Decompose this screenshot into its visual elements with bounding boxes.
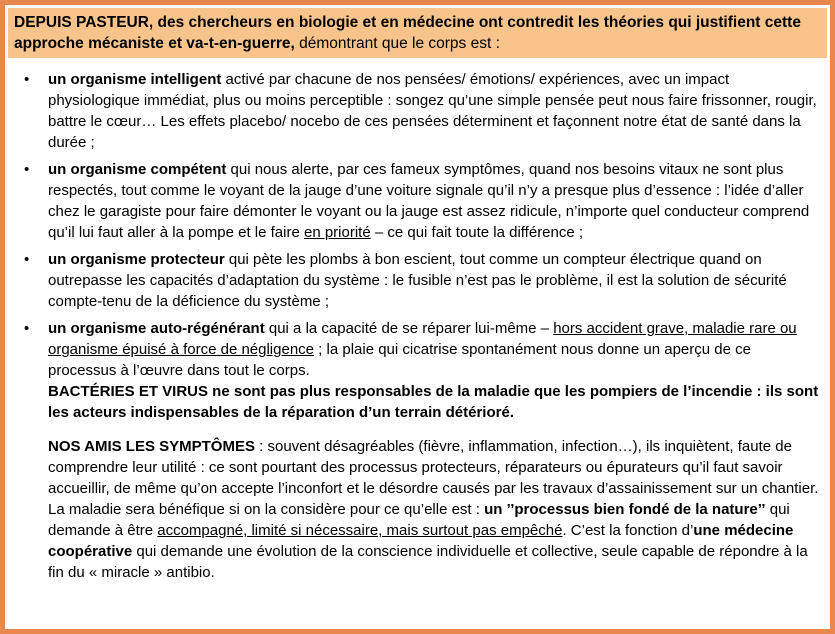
content-list	[14, 69, 821, 583]
text-segment: activé par chacune de nos pensées/ émotions/ expériences, avec un impact physiologique immédiat, plus ou moins perceptible : songez qu’une simple pensée peut nous faire frissonner, rougir, battre le cœur… Les effets placebo/ nocebo de ces pensées déterminent et façonnent notre état de santé dans la durée ;	[48, 71, 817, 151]
text-segment: qui demande à être	[48, 501, 790, 539]
bullet-marker: •	[24, 71, 30, 88]
text-segment: un ’’processus bien fondé de la nature’’	[484, 501, 766, 518]
bullet-marker: •	[24, 161, 30, 178]
text-segment: en priorité	[303, 224, 371, 241]
text-segment: un organisme protecteur	[48, 251, 225, 268]
text-segment: NOS AMIS LES SYMPTÔMES	[48, 438, 255, 455]
text-segment: qui demande une évolution de la conscience individuelle et collective, seule capable de répondre à la fin du « miracle » antibio.	[48, 543, 808, 581]
bullet-item	[14, 69, 821, 153]
text-segment: . C’est la fonction d’	[562, 522, 694, 539]
bullet-marker: •	[24, 251, 30, 268]
text-segment: une médecine coopérative	[48, 522, 794, 560]
item-text	[48, 436, 821, 583]
text-segment: BACTÉRIES ET VIRUS ne sont pas plus responsables de la maladie que les pompiers de l’incendie : ils sont les acteurs indispensables de la réparation d’un terrain détérioré.	[48, 383, 819, 421]
text-segment: ; la plaie qui cicatrise spontanément nous donne un aperçu de ce processus à l’œuvre dans tout le corps.	[48, 341, 751, 379]
indent-spacer	[14, 436, 48, 583]
text-segment: accompagné, limité si nécessaire, mais surtout pas empêché	[157, 522, 563, 539]
text-segment: DEPUIS PASTEUR, des chercheurs en biologie et en médecine ont contredit les théories qui justifient cette approche mécaniste et va-t-en-guerre,	[14, 14, 801, 52]
text-segment: démontrant que le corps est :	[294, 35, 500, 52]
header-band	[8, 8, 827, 58]
text-segment: : souvent désagréables (fièvre, inflammation, infection…), ils inquiètent, faute de comprendre leur utilité : ce sont pourtant des processus protecteurs, réparateurs ou épurateurs qu’il faut savoir accueillir, de même qu’on accepte l’inconfort et le désordre causés par les travaux d’assainissement sur un chantier.	[48, 438, 819, 497]
text-segment: hors accident grave, maladie rare ou organisme épuisé à force de négligence	[48, 320, 797, 358]
paragraph	[14, 436, 821, 583]
text-segment: un organisme compétent	[48, 161, 227, 178]
bullet-item	[14, 249, 821, 312]
item-text	[48, 318, 821, 423]
text-segment: qui a la capacité de se réparer lui-même –	[264, 320, 554, 337]
document-body	[8, 58, 827, 583]
item-text	[48, 249, 821, 312]
item-text	[48, 69, 821, 153]
text-segment: qui pète les plombs à bon escient, tout comme un compteur électrique quand on outrepasse les capacités d’adaptation du système : le fusible n’est pas le problème, il est la solution de sécurité compte-tenu de la déficience du système ;	[48, 251, 787, 310]
text-segment: La maladie sera bénéfique si on la considère pour ce qu’elle est :	[48, 501, 485, 518]
item-text	[48, 159, 821, 243]
bullet-item	[14, 318, 821, 423]
text-segment: un organisme auto-régénérant	[48, 320, 265, 337]
text-segment: un organisme intelligent	[48, 71, 222, 88]
bullet-item	[14, 159, 821, 243]
text-segment: – ce qui fait toute la différence ;	[370, 224, 584, 241]
text-segment: qui nous alerte, par ces fameux symptômes, quand nos besoins vitaux ne sont plus respectés, tout comme le voyant de la jauge d’une voiture signale qu’il n’y a presque plus d’essence : l’idée d’aller chez le garagiste pour faire démonter le voyant ou la jauge est assez ridicule, n’importe quel conducteur comprend qu’il lui faut aller à la pompe et le faire	[48, 161, 810, 241]
header-text	[14, 12, 820, 54]
bullet-marker: •	[24, 320, 30, 337]
